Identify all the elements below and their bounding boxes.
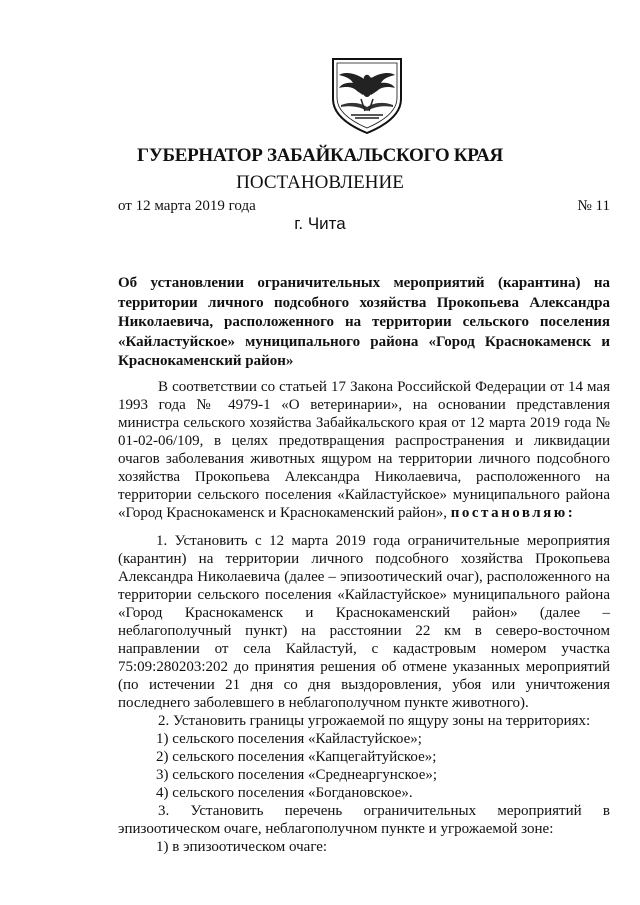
list-item: 1) сельского поселения «Кайластуйское»; xyxy=(156,731,422,747)
coat-of-arms-emblem xyxy=(327,55,407,135)
item-2-paragraph: 2. Установить границы угрожаемой по ящуру зоны на территориях: xyxy=(158,713,591,729)
document-number: № 11 xyxy=(577,198,610,214)
decree-keyword: постановляю: xyxy=(450,505,576,521)
document-date: от 12 марта 2019 года xyxy=(118,198,256,214)
governor-title: ГУБЕРНАТОР ЗАБАЙКАЛЬСКОГО КРАЯ xyxy=(137,145,503,166)
list-item: 3) сельского поселения «Среднеаргунское»; xyxy=(156,767,438,783)
item-3-continuation: эпизоотическом очаге, неблагополучном пункте и угрожаемой зоне: xyxy=(118,821,554,837)
list-item: 4) сельского поселения «Богдановское». xyxy=(156,785,413,801)
document-city: г. Чита xyxy=(294,214,346,233)
zone-list xyxy=(118,730,610,802)
item-3-sublist xyxy=(118,838,610,856)
item-3-first-line: 3. Установить перечень ограничительных мероприятий в xyxy=(158,803,610,819)
document-subject: Об установлении ограничительных мероприятий (карантина) на территории личного подсобного хозяйства Прокопьева Александра Николаевича, расположенного на территории сельского поселения «Кайластуйское» муниципального района «Город Краснокаменск и Краснокаменский район» xyxy=(118,275,610,369)
preamble-paragraph xyxy=(118,378,610,522)
preamble-text: В соответствии со статьей 17 Закона Российской Федерации от 14 мая 1993 года № 4979-1 «О ветеринарии», на основании представления министра сельского хозяйства Забайкальского края от 12 марта 2019 года № 01-02-06/109, в целях предотвращения распространения и ликвидации очагов заболевания животных ящуром на территории личного подсобного хозяйства Прокопьева Александра Николаевича, расположенного на территории сельского поселения «Кайластуйское» муниципального района «Город Краснокаменск и Краснокаменский район», xyxy=(118,379,610,521)
list-item: 2) сельского поселения «Капцегайтуйское»; xyxy=(156,749,437,765)
document-type: ПОСТАНОВЛЕНИЕ xyxy=(236,172,404,193)
list-item: 1) в эпизоотическом очаге: xyxy=(156,839,328,855)
item-1-paragraph: 1. Установить с 12 марта 2019 года ограничительные мероприятия (карантин) на территории личного подсобного хозяйства Прокопьева Александра Николаевича (далее – эпизоотический очаг), расположенного на территории сельского поселения «Кайластуйское» муниципального района «Город Краснокаменск и Краснокаменский район» (далее – неблагополучный пункт) на расстоянии 22 км в северо-восточном направлении от села Кайластуй, с кадастровым номером участка 75:09:280203:202 до принятия решения об отмене указанных мероприятий (по истечении 21 дня со дня выздоровления, убоя или уничтожения последнего заболевшего в неблагополучном пункте животного). xyxy=(118,533,610,711)
document-body xyxy=(118,378,610,856)
